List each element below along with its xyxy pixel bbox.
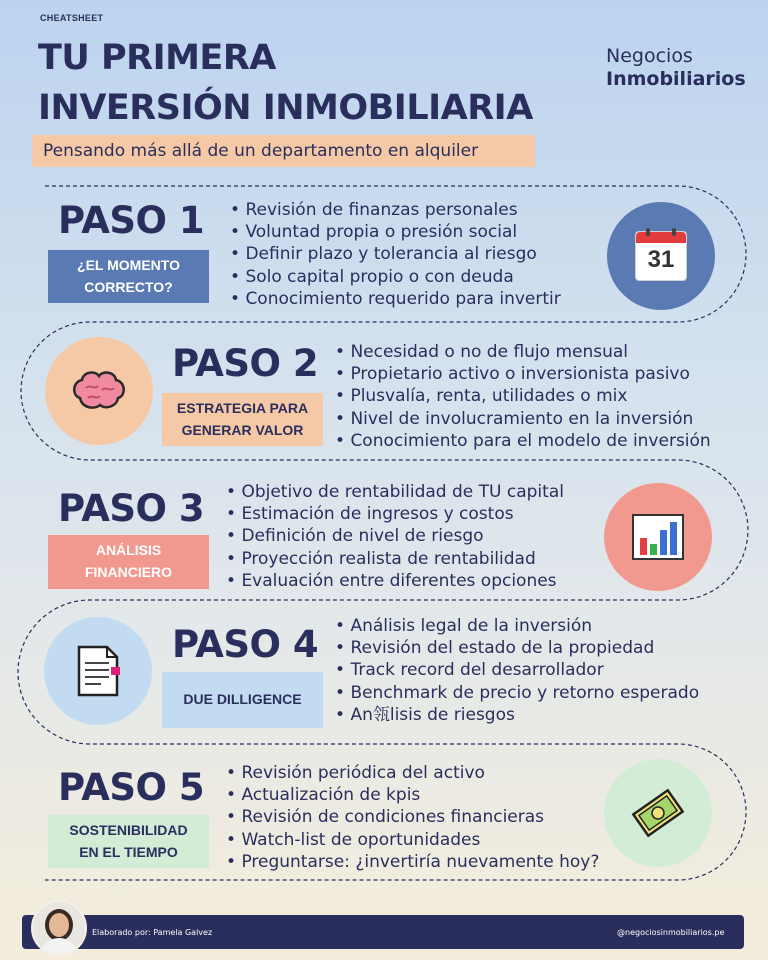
- list-item: • Necesidad o no de flujo mensual: [335, 341, 711, 363]
- list-item: • Benchmark de precio y retorno esperado: [335, 682, 699, 704]
- brand-name-line1: Negocios: [606, 45, 693, 67]
- brand-name-line2: Inmobiliarios: [606, 68, 746, 90]
- footer-handle[interactable]: @negociosinmobiliarios.pe: [617, 928, 725, 937]
- step-3-bullets: [226, 481, 564, 592]
- calendar-day: 31: [647, 246, 675, 273]
- step-2-icon-circle: [45, 337, 153, 445]
- money-icon: [631, 786, 685, 840]
- step-2-title: PASO 2: [172, 342, 319, 385]
- step-3-tag: ANÁLISIS FINANCIERO: [48, 535, 209, 589]
- list-item: • Actualización de kpis: [226, 784, 599, 806]
- list-item: • Plusvalía, renta, utilidades o mix: [335, 385, 711, 407]
- step-1-bullets: [230, 199, 561, 310]
- list-item: • Revisión del estado de la propiedad: [335, 637, 699, 659]
- list-item: • Definición de nivel de riesgo: [226, 525, 564, 547]
- list-item: • Evaluación entre diferentes opciones: [226, 570, 564, 592]
- list-item: • An瓴lisis de riesgos: [335, 704, 699, 726]
- page-title-line1: TU PRIMERA: [38, 38, 276, 78]
- step-4-bullets: [335, 615, 699, 726]
- footer-author: Elaborado por: Pamela Galvez: [92, 928, 213, 937]
- list-item: • Track record del desarrollador: [335, 659, 699, 681]
- step-5-bullets: [226, 762, 599, 873]
- kicker-label: CHEATSHEET: [40, 13, 104, 23]
- step-1-tag: ¿EL MOMENTO CORRECTO?: [48, 250, 209, 303]
- calendar-icon: [635, 231, 687, 281]
- list-item: • Propietario activo o inversionista pasivo: [335, 363, 711, 385]
- brain-icon: [70, 368, 128, 414]
- page-title-line2: INVERSIÓN INMOBILIARIA: [38, 88, 533, 128]
- list-item: • Revisión de condiciones financieras: [226, 806, 599, 828]
- document-icon: [75, 645, 121, 697]
- step-4-title: PASO 4: [172, 623, 319, 666]
- step-2-tag: ESTRATEGIA PARA GENERAR VALOR: [162, 393, 323, 446]
- step-3-icon-circle: [604, 483, 712, 591]
- step-4-icon-circle: [44, 617, 152, 725]
- step-5-tag: SOSTENIBILIDAD EN EL TIEMPO: [48, 815, 209, 868]
- list-item: • Preguntarse: ¿invertiría nuevamente hoy?: [226, 851, 599, 873]
- list-item: • Solo capital propio o con deuda: [230, 266, 561, 288]
- list-item: • Proyección realista de rentabilidad: [226, 548, 564, 570]
- list-item: • Análisis legal de la inversión: [335, 615, 699, 637]
- list-item: • Conocimiento para el modelo de inversión: [335, 430, 711, 452]
- list-item: • Objetivo de rentabilidad de TU capital: [226, 481, 564, 503]
- step-1-icon-circle: [607, 202, 715, 310]
- page-subtitle: Pensando más allá de un departamento en alquiler: [32, 135, 535, 167]
- list-item: • Nivel de involucramiento en la inversión: [335, 408, 711, 430]
- list-item: • Definir plazo y tolerancia al riesgo: [230, 243, 561, 265]
- list-item: • Voluntad propia o presión social: [230, 221, 561, 243]
- step-3-title: PASO 3: [58, 487, 205, 530]
- list-item: • Revisión periódica del activo: [226, 762, 599, 784]
- step-1-title: PASO 1: [58, 199, 205, 242]
- avatar: [31, 900, 87, 956]
- step-2-bullets: [335, 341, 711, 452]
- step-5-title: PASO 5: [58, 766, 205, 809]
- bar-chart-icon: [632, 514, 684, 560]
- step-4-tag: DUE DILLIGENCE: [162, 672, 323, 728]
- step-5-icon-circle: [604, 759, 712, 867]
- list-item: • Estimación de ingresos y costos: [226, 503, 564, 525]
- list-item: • Watch-list de oportunidades: [226, 829, 599, 851]
- list-item: • Conocimiento requerido para invertir: [230, 288, 561, 310]
- list-item: • Revisión de finanzas personales: [230, 199, 561, 221]
